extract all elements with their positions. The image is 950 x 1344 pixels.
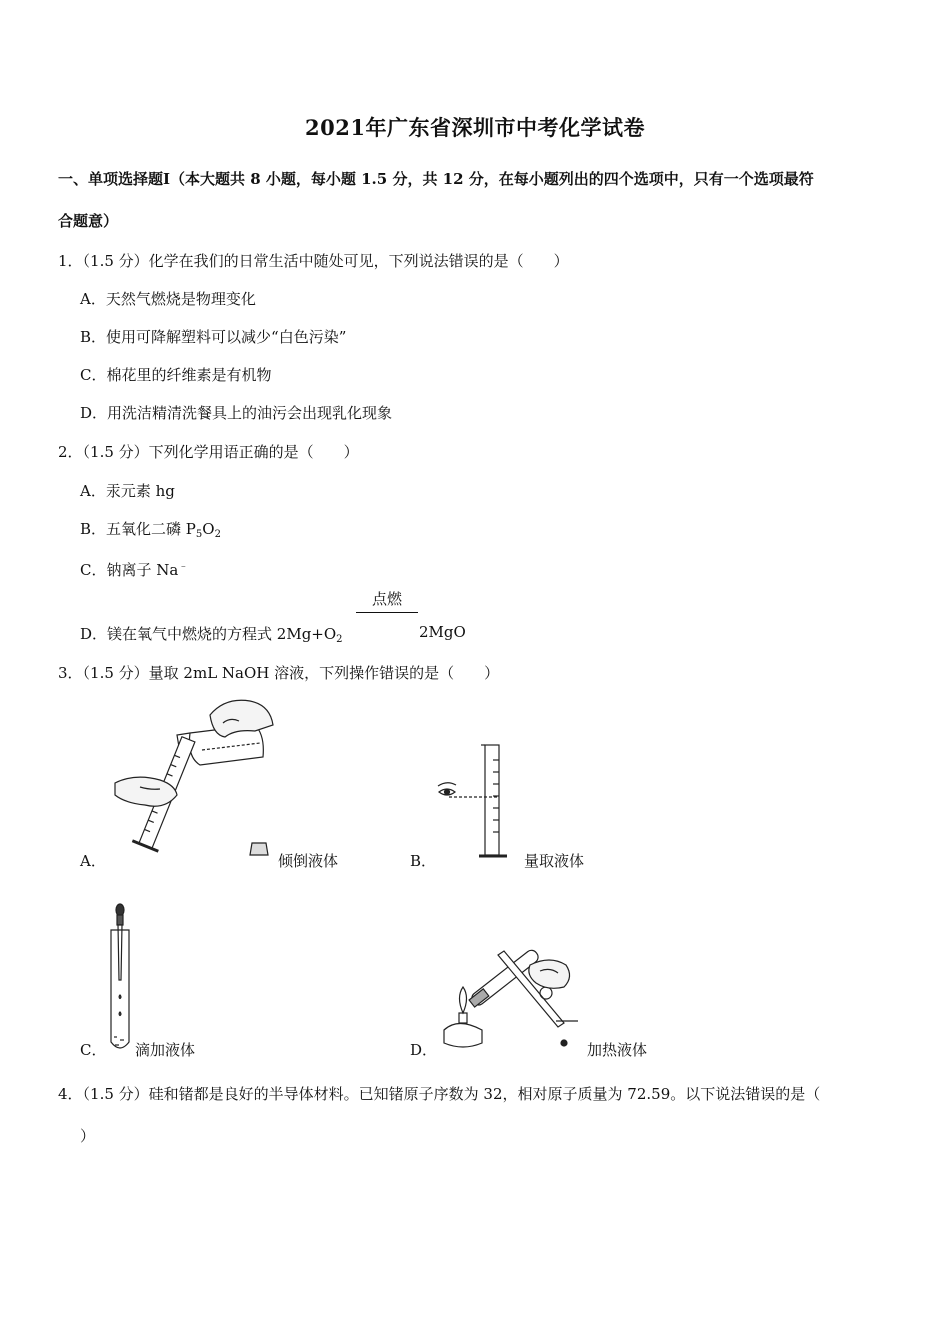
question-1-option-a: A．天然气燃烧是物理变化 [80,290,256,308]
heating-liquid-figure [438,935,588,1057]
question-1-option-c: C．棉花里的纤维素是有机物 [80,366,272,384]
reaction-arrow-line [356,612,418,613]
question-2-option-c [80,557,188,580]
exam-title: 2021年广东省深圳市中考化学试卷 [305,115,645,140]
option-d-product: 2MgO [419,623,466,641]
question-4-stem-line2: ） [80,1127,96,1145]
reaction-condition: 点燃 [371,590,402,608]
question-3-option-d-letter: D． [410,1041,438,1059]
question-3-stem: 3．（1.5 分）量取 2mL NaOH 溶液，下列操作错误的是（ ） [58,664,500,682]
option-b-subscript-2: 2 [214,529,221,540]
option-b-text: B．五氧化二磷 P [80,520,196,538]
question-3-option-a-letter: A． [80,852,106,870]
option-b-mid: O [202,520,215,538]
section-heading-line2: 合题意） [58,212,119,230]
option-d-text: D．镁在氧气中燃烧的方程式 2Mg+O [80,625,337,643]
pouring-liquid-figure [105,695,285,865]
question-2-option-b [80,518,221,540]
question-2-option-a: A．汞元素 hg [80,482,175,500]
question-2-stem: 2．（1.5 分）下列化学用语正确的是（ ） [58,443,359,461]
option-c-text: C．钠离子 Na [80,561,179,579]
question-3-option-d-caption: 加热液体 [587,1041,648,1059]
option-d-subscript: 2 [336,634,343,645]
option-c-charge: ﹣ [178,561,189,572]
question-2-option-d [80,623,343,645]
measuring-liquid-figure [435,740,525,865]
question-3-option-b-letter: B． [410,852,437,870]
dropping-liquid-figure [105,902,135,1057]
option-b-subscript-1: 5 [195,529,203,540]
question-4-stem-line1: 4．（1.5 分）硅和锗都是良好的半导体材料。已知锗原子序数为 32，相对原子质量为 72.59。以下说法错误的是（ [58,1085,821,1103]
question-3-option-b-caption: 量取液体 [524,852,585,870]
question-3-option-c-caption: 滴加液体 [135,1041,196,1059]
question-3-option-a-caption: 倾倒液体 [278,852,339,870]
question-1-stem: 1．（1.5 分）化学在我们的日常生活中随处可见，下列说法错误的是（ ） [58,252,569,270]
section-heading-line1: 一、单项选择题Ⅰ（本大题共 8 小题，每小题 1.5 分，共 12 分，在每小题列出的四个选项中，只有一个选项最符 [58,170,814,188]
question-1-option-d: D．用洗洁精清洗餐具上的油污会出现乳化现象 [80,404,393,422]
question-3-option-c-letter: C． [80,1041,107,1059]
question-1-option-b: B．使用可降解塑料可以减少“白色污染” [80,328,347,346]
